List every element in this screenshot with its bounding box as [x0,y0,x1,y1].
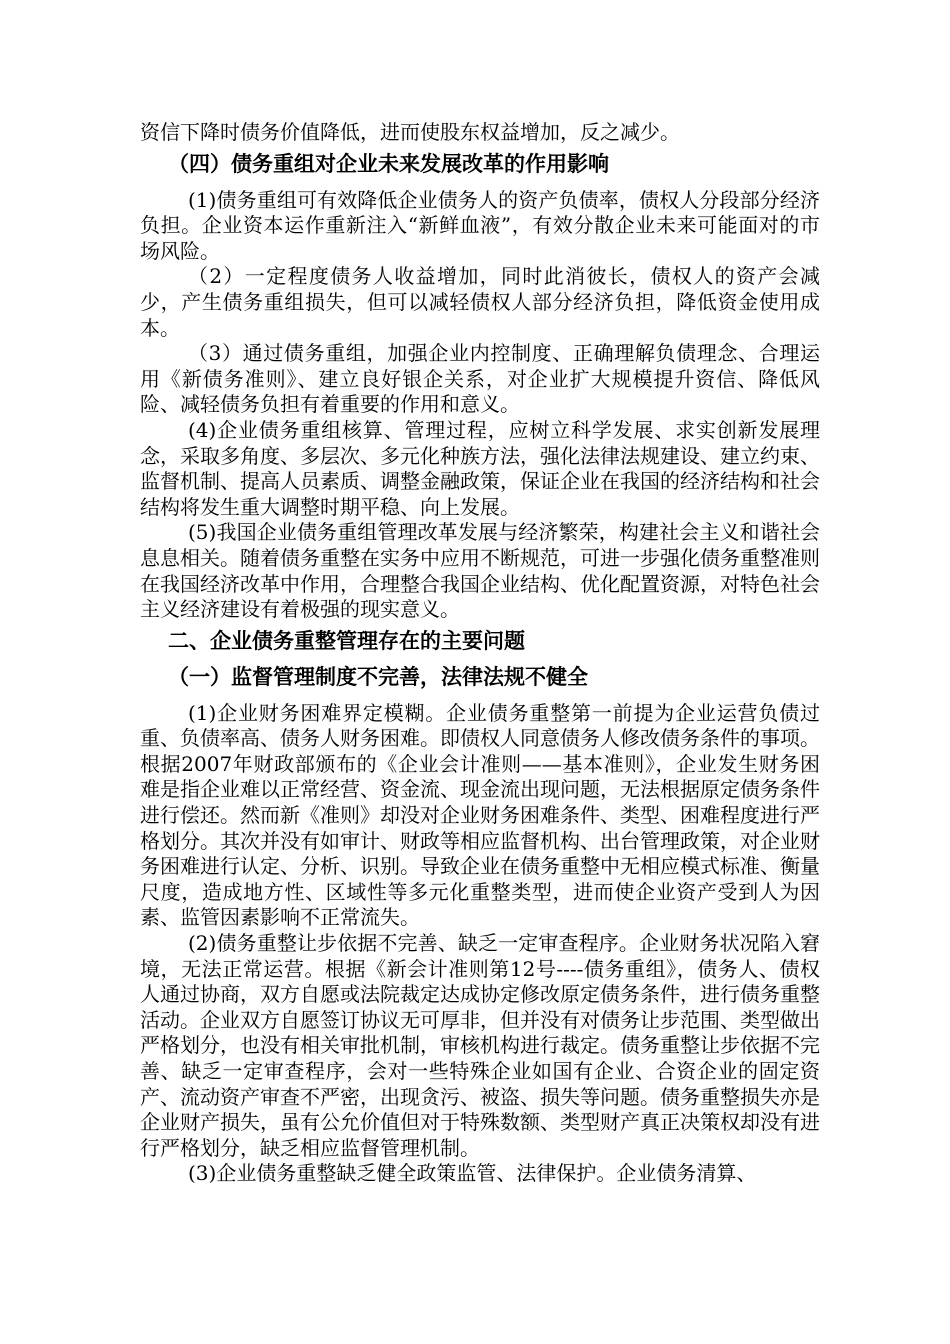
paragraph-item-5: (5)我国企业债务重组管理改革发展与经济繁荣，构建社会主义和谐社会息息相关。随着债务重整在实务中应用不断规范，可进一步强化债务重整准则在我国经济改革中作用，合理整合我国企业结构、优化配置资源，对特色社会主义经济建设有着极强的现实意义。 [140,520,820,622]
section-heading-4: （四）债务重组对企业未来发展改革的作用影响 [168,151,609,176]
chapter-heading-2: 二、企业债务重整管理存在的主要问题 [168,628,525,653]
paragraph-problem-2: (2)债务重整让步依据不完善、缺乏一定审查程序。企业财务状况陷入窘境，无法正常运营。根据《新会计准则第12号----债务重组》，债务人、债权人通过协商，双方自愿或法院裁定达成协定修改原定债务条件，进行债务重整活动。企业双方自愿签订协议无可厚非，但并没有对债务让步范围、类型做出严格划分，也没有相关审批机制，审核机构进行裁定。债务重整让步依据不完善、缺乏一定审查程序，会对一些特殊企业如国有企业、合资企业的固定资产、流动资产审查不严密，出现贪污、被盗、损失等问题。债务重整损失亦是企业财产损失，虽有公允价值但对于特殊数额、类型财产真正决策权却没有进行严格划分，缺乏相应监督管理机制。 [140,931,820,1160]
paragraph-item-1: (1)债务重组可有效降低企业债务人的资产负债率，债权人分段部分经济负担。企业资本运作重新注入“新鲜血液”，有效分散企业未来可能面对的市场风险。 [140,187,820,263]
paragraph-problem-3: (3)企业债务重整缺乏健全政策监管、法律保护。企业债务清算、 [188,1161,757,1186]
document-body [140,120,820,1187]
paragraph-continuation: 资信下降时债务价值降低，进而使股东权益增加，反之减少。 [140,120,680,144]
paragraph-item-4: (4)企业债务重组核算、管理过程，应树立科学发展、求实创新发展理念，采取多角度、多层次、多元化种族方法，强化法律法规建设、建立约束、监督机制、提高人员素质、调整金融政策，保证企业在我国的经济结构和社会结构将发生重大调整时期平稳、向上发展。 [140,417,820,519]
paragraph-item-2: （2）一定程度债务人收益增加，同时此消彼长，债权人的资产会减少，产生债务重组损失，但可以减轻债权人部分经济负担，降低资金使用成本。 [140,264,820,340]
section-heading-2-1: （一）监督管理制度不完善，法律法规不健全 [168,664,588,689]
paragraph-problem-1: (1)企业财务困难界定模糊。企业债务重整第一前提为企业运营负债过重、负债率高、债务人财务困难。即债权人同意债务人修改债务条件的事项。根据2007年财政部颁布的《企业会计准则——基本准则》，企业发生财务困难是指企业难以正常经营、资金流、现金流出现问题，无法根据原定债务条件进行偿还。然而新《准则》却没对企业财务困难条件、类型、困难程度进行严格划分。其次并没有如审计、财政等相应监督机构、出台管理政策，对企业财务困难进行认定、分析、识别。导致企业在债务重整中无相应模式标准、衡量尺度，造成地方性、区域性等多元化重整类型，进而使企业资产受到人为因素、监管因素影响不正常流失。 [140,700,820,930]
paragraph-item-3: （3）通过债务重组，加强企业内控制度、正确理解负债理念、合理运用《新债务准则》、建立良好银企关系，对企业扩大规模提升资信、降低风险、减轻债务负担有着重要的作用和意义。 [140,341,820,417]
